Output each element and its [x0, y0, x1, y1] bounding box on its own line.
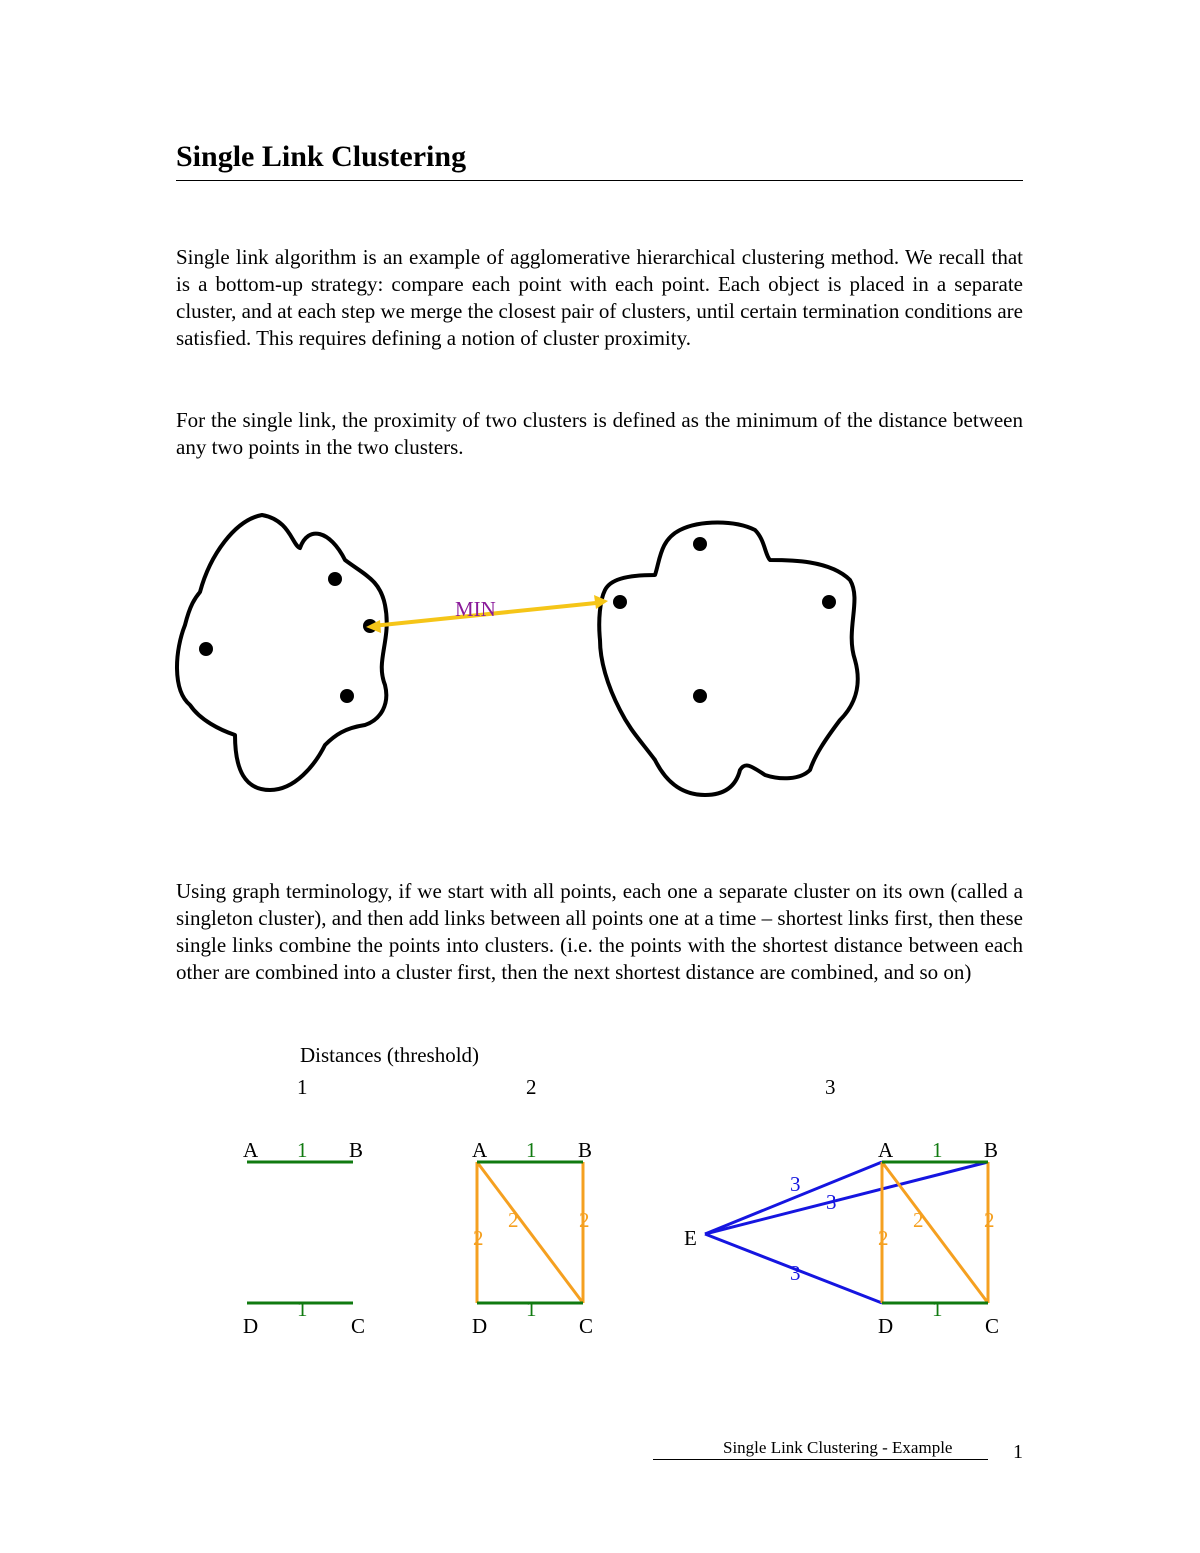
footer-text: Single Link Clustering - Example [723, 1438, 953, 1457]
weight-a-b: 1 [932, 1138, 943, 1162]
node-e: E [684, 1226, 697, 1250]
min-label: MIN [455, 597, 496, 621]
threshold-label-1: 1 [297, 1075, 308, 1099]
weight-a-b: 1 [526, 1138, 537, 1162]
node-d: D [243, 1314, 259, 1338]
node-b: B [984, 1138, 999, 1162]
distances-heading: Distances (threshold) [300, 1043, 480, 1067]
threshold-label-3: 3 [825, 1075, 836, 1099]
weight-b-c: 2 [579, 1208, 590, 1232]
weight-d-c: 1 [526, 1297, 537, 1321]
node-b: B [349, 1138, 364, 1162]
left-point-top [328, 572, 342, 586]
weight-a-d: 2 [878, 1226, 889, 1250]
edge-e-b [705, 1162, 988, 1234]
right-point-bottom [693, 689, 707, 703]
right-point-edge [613, 595, 627, 609]
node-a: A [472, 1138, 488, 1162]
weight-e-b: 3 [826, 1190, 837, 1214]
node-c: C [579, 1314, 594, 1338]
left-point-bottom [340, 689, 354, 703]
weight-a-c: 2 [508, 1208, 519, 1232]
right-point-top [693, 537, 707, 551]
node-a: A [878, 1138, 894, 1162]
weight-a-b: 1 [297, 1138, 308, 1162]
graph-terminology-paragraph: Using graph terminology, if we start with all points, each one a separate cluster on its own (called a singleton cluster), and then add links between all points one at a time – shortest links first, then these single links combine the points into clusters. (i.e. the points with the shortest distance between each other are combined into a cluster first, then the next shortest distance are combined, and so on) [176, 879, 1023, 984]
node-d: D [878, 1314, 894, 1338]
node-d: D [472, 1314, 488, 1338]
page-title: Single Link Clustering [176, 140, 467, 173]
footer-rule [653, 1459, 988, 1460]
definition-paragraph: For the single link, the proximity of two clusters is defined as the minimum of the distance between any two points in the two clusters. [176, 408, 1023, 459]
graph-threshold-1 [243, 1138, 365, 1338]
node-c: C [985, 1314, 1000, 1338]
right-point-east [822, 595, 836, 609]
weight-a-d: 2 [473, 1226, 484, 1250]
graph-threshold-3 [684, 1138, 999, 1338]
threshold-label-2: 2 [526, 1075, 537, 1099]
page-number: 1 [1013, 1441, 1023, 1463]
weight-a-c: 2 [913, 1208, 924, 1232]
left-point-west [199, 642, 213, 656]
node-a: A [243, 1138, 259, 1162]
weight-e-a: 3 [790, 1172, 801, 1196]
node-b: B [578, 1138, 593, 1162]
weight-e-d: 3 [790, 1261, 801, 1285]
intro-paragraph: Single link algorithm is an example of agglomerative hierarchical clustering method. We recall that is a bottom-up strategy: compare each point with each point. Each object is placed in a separate cluster, and at each step we merge the closest pair of clusters, until certain termination conditions are satisfied. This requires defining a notion of cluster proximity. [176, 245, 1023, 350]
edge-a-c [882, 1162, 988, 1303]
weight-d-c: 1 [297, 1297, 308, 1321]
right-cluster-blob [599, 523, 857, 796]
weight-b-c: 2 [984, 1208, 995, 1232]
node-c: C [351, 1314, 366, 1338]
weight-d-c: 1 [932, 1297, 943, 1321]
edge-a-c [477, 1162, 583, 1303]
graph-threshold-2 [472, 1138, 593, 1338]
